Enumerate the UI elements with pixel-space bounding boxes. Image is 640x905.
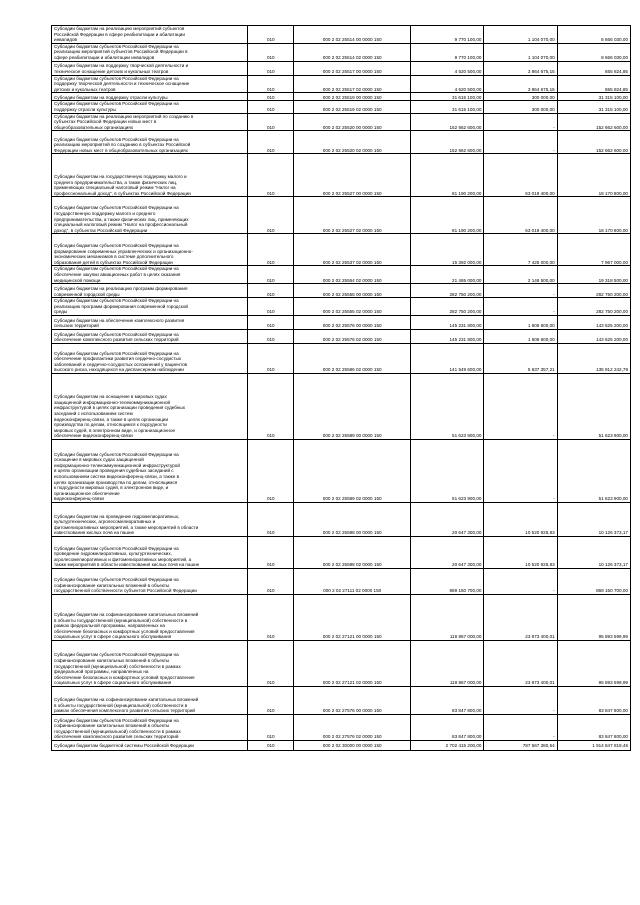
table-row [52,502,631,536]
table-row [52,93,631,101]
row-remaining-amount-cell: 152 662 600,00 [557,113,630,131]
row-classification-code-cell: 000 2 02 25520 00 0000 150 [294,113,411,131]
budget-table-sheet [51,25,631,751]
row-planned-amount-cell: 21 465 000,00 [411,266,484,284]
row-executed-amount-cell: 5 637 357,21 [484,343,557,373]
table-row [52,197,631,234]
row-planned-amount-cell: 83 847 800,00 [411,714,484,740]
row-name-cell: Субсидии бюджетам субъектов Российской Федерации на реализацию мероприятий субъектов Российской Федерации в сфере реабилитации и абилитации инвалидов [52,43,248,61]
row-name-cell: Субсидии бюджетам на государственную поддержку малого и среднего предпринимательства, а также физических лиц, применяющих специальный налоговый режим "Налог на профессиональный доход", в субъектах Российской Федерации [52,154,248,197]
row-admin-code-cell: 010 [248,502,294,536]
row-admin-code-cell: 010 [248,154,294,197]
row-executed-amount-cell: - [484,131,557,154]
row-remaining-amount-cell: 869 150 700,00 [557,568,630,594]
row-name-cell: Субсидии бюджетам субъектов Российской Федерации на софинансирование капитальных вложений в объекты государственной (муниципальной) собственности в рамках обеспечения комплексного развития сельских территорий [52,714,248,740]
row-executed-amount-cell: - [484,439,557,502]
row-classification-code-cell: 000 2 02 25589 02 0000 150 [294,439,411,502]
row-classification-code-cell: 000 2 02 25519 00 0000 150 [294,93,411,101]
row-admin-code-cell: 010 [248,113,294,131]
row-planned-amount-cell: 119 867 000,00 [411,640,484,686]
row-executed-amount-cell: - [484,568,557,594]
row-remaining-amount-cell: 10 126 373,17 [557,536,630,568]
row-remaining-amount-cell: 152 662 600,00 [557,131,630,154]
row-executed-amount-cell: - [484,113,557,131]
row-name-cell: Субсидии бюджетам субъектов Российской Федерации на государственную поддержку малого и среднего предпринимательства, а также физических лиц, применяющих специальный налоговый режим "Налог на профессиональный доход", в субъектах Российской Федерации [52,197,248,234]
row-executed-amount-cell: 63 019 400,00 [484,197,557,234]
row-admin-code-cell: 010 [248,26,294,44]
row-remaining-amount-cell: 655 824,85 [557,61,630,75]
row-classification-code-cell: 000 2 02 25554 02 0000 150 [294,266,411,284]
row-executed-amount-cell: 1 104 070,00 [484,26,557,44]
row-executed-amount-cell: - [484,714,557,740]
row-planned-amount-cell: 51 623 900,00 [411,439,484,502]
row-remaining-amount-cell: 51 623 900,00 [557,373,630,439]
row-remaining-amount-cell: 135 912 242,79 [557,343,630,373]
row-classification-code-cell: 000 2 02 27576 00 0000 150 [294,686,411,714]
row-admin-code-cell: 010 [248,373,294,439]
row-planned-amount-cell: 282 750 200,00 [411,298,484,316]
row-executed-amount-cell: - [484,686,557,714]
row-executed-amount-cell: 10 520 926,83 [484,502,557,536]
row-planned-amount-cell: 869 150 700,00 [411,568,484,594]
total-planned-amount-cell: 2 702 415 200,00 [411,740,484,750]
row-admin-code-cell: 010 [248,197,294,234]
row-name-cell: Субсидии бюджетам субъектов Российской Федерации на поддержку творческой деятельности и техническое оснащение детских и кукольных театров [52,75,248,93]
table-row [52,61,631,75]
row-admin-code-cell: 010 [248,101,294,113]
table-row [52,43,631,61]
table-row [52,113,631,131]
row-remaining-amount-cell: 95 893 599,99 [557,594,630,640]
row-remaining-amount-cell: 19 318 500,00 [557,266,630,284]
row-name-cell: Субсидии бюджетам субъектов Российской Федерации на софинансирование капитальных вложений в объекты государственной собственности субъектов Российской Федерации [52,568,248,594]
row-planned-amount-cell: 145 231 800,00 [411,329,484,343]
row-classification-code-cell: 000 2 02 25517 00 0000 150 [294,61,411,75]
row-name-cell: Субсидии бюджетам субъектов Российской Федерации на поддержку отрасли культуры [52,101,248,113]
row-remaining-amount-cell: 655 824,85 [557,75,630,93]
total-classification-code-cell: 000 2 02 30000 00 0000 150 [294,740,411,750]
total-admin-code-cell: 010 [248,740,294,750]
row-name-cell: Субсидии бюджетам на реализацию программ формирования современной городской среды [52,284,248,298]
table-row [52,373,631,439]
row-planned-amount-cell: 152 662 600,00 [411,131,484,154]
row-admin-code-cell: 010 [248,284,294,298]
row-name-cell: Субсидии бюджетам субъектов Российской Федерации на обеспечение закупки авиационных работ в целях оказания медицинской помощи [52,266,248,284]
row-planned-amount-cell: 9 770 100,00 [411,43,484,61]
table-row [52,343,631,373]
row-executed-amount-cell: 1 606 600,00 [484,329,557,343]
table-row [52,75,631,93]
row-executed-amount-cell: 1 606 600,00 [484,315,557,329]
row-name-cell: Субсидии бюджетам субъектов Российской Федерации на проведение гидромелиоративных, культуртехнических, агролесомелиоративных и фитомелиоративных мероприятий, а также мероприятий в области известкования кислых почв на пашне [52,536,248,568]
row-classification-code-cell: 000 2 02 27121 02 0000 150 [294,640,411,686]
row-classification-code-cell: 000 2 02 25514 00 0000 150 [294,26,411,44]
table-row [52,568,631,594]
row-classification-code-cell: 000 2 02 25598 02 0000 150 [294,536,411,568]
row-planned-amount-cell: 83 847 800,00 [411,686,484,714]
row-remaining-amount-cell: 18 170 800,00 [557,197,630,234]
table-body [52,26,631,751]
row-admin-code-cell: 010 [248,266,294,284]
table-row [52,686,631,714]
row-remaining-amount-cell: 31 315 100,00 [557,101,630,113]
row-classification-code-cell: 000 2 02 27121 00 0000 150 [294,594,411,640]
row-planned-amount-cell: 141 549 600,00 [411,343,484,373]
row-classification-code-cell: 000 2 02 25576 00 0000 150 [294,315,411,329]
row-remaining-amount-cell: 282 750 200,00 [557,284,630,298]
row-name-cell: Субсидии бюджетам на обеспечение комплексного развития сельских территорий [52,315,248,329]
row-executed-amount-cell: 300 000,00 [484,101,557,113]
table-row [52,315,631,329]
row-executed-amount-cell: 7 425 000,00 [484,234,557,266]
row-classification-code-cell: 000 2 02 25520 02 0000 150 [294,131,411,154]
row-classification-code-cell: 000 2 02 25555 00 0000 150 [294,284,411,298]
row-planned-amount-cell: 9 770 100,00 [411,26,484,44]
row-planned-amount-cell: 282 750 200,00 [411,284,484,298]
row-planned-amount-cell: 51 623 900,00 [411,373,484,439]
row-planned-amount-cell: 145 231 800,00 [411,315,484,329]
row-admin-code-cell: 010 [248,43,294,61]
row-name-cell: Субсидии бюджетам на оснащение в мировых судах защищенной информационно-телекоммуникационной инфраструктурой в целях организации проведения судебных заседаний с использованием систем видеоконференц-связи, а также в целях организации производства по делам, относящимся к подсудности мировых судей, в электронном виде, и организационное обеспечение видеоконференц-связи [52,373,248,439]
row-executed-amount-cell: 23 973 400,01 [484,640,557,686]
table-row [52,101,631,113]
row-remaining-amount-cell: 18 170 800,00 [557,154,630,197]
row-admin-code-cell: 010 [248,93,294,101]
row-admin-code-cell: 010 [248,594,294,640]
row-classification-code-cell: 000 2 02 25555 02 0000 150 [294,298,411,316]
row-executed-amount-cell: - [484,284,557,298]
row-remaining-amount-cell: 83 847 800,00 [557,714,630,740]
row-classification-code-cell: 000 2 02 25519 02 0000 150 [294,101,411,113]
row-planned-amount-cell: 4 520 500,00 [411,61,484,75]
row-planned-amount-cell: 20 647 300,00 [411,502,484,536]
table-row [52,714,631,740]
row-admin-code-cell: 010 [248,315,294,329]
row-classification-code-cell: 000 2 02 25598 00 0000 150 [294,502,411,536]
row-name-cell: Субсидии бюджетам субъектов Российской Федерации на оснащение в мировых судах защищенной информационно-телекоммуникационной инфраструктурой в целях организации проведения судебных заседаний с использованием систем видеоконференц-связи, а также в целях организации производства по делам, относящимся к подсудности мировых судей, в электронном виде, и организационное обеспечение видеоконференц-связи [52,439,248,502]
row-name-cell: Субсидии бюджетам субъектов Российской Федерации на реализацию мероприятий по созданию в субъектах Российской Федерации новых мест в общеобразовательных организациях [52,131,248,154]
row-admin-code-cell: 010 [248,75,294,93]
table-row [52,154,631,197]
table-row [52,594,631,640]
row-remaining-amount-cell: 143 625 200,00 [557,315,630,329]
row-name-cell: Субсидии бюджетам на поддержку творческой деятельности и техническое оснащение детских и кукольных театров [52,61,248,75]
row-admin-code-cell: 010 [248,536,294,568]
row-name-cell: Субсидии бюджетам на проведение гидромелиоративных, культуртехнических, агролесомелиоративных и фитомелиоративных мероприятий, а также мероприятий в области известкования кислых почв на пашне [52,502,248,536]
row-remaining-amount-cell: 10 126 373,17 [557,502,630,536]
budget-execution-table [51,25,631,751]
row-remaining-amount-cell: 8 666 030,00 [557,43,630,61]
row-remaining-amount-cell: 31 315 100,00 [557,93,630,101]
row-planned-amount-cell: 81 190 200,00 [411,154,484,197]
row-admin-code-cell: 010 [248,61,294,75]
total-executed-amount-cell: 787 567 380,54 [484,740,557,750]
row-name-cell: Субсидии бюджетам субъектов Российской Федерации на обеспечение профилактики развития сердечно-сосудистых заболеваний и сердечно-сосудистых осложнений у пациентов высокого риска, находящихся на диспансерном наблюдении [52,343,248,373]
row-executed-amount-cell: 3 864 675,15 [484,75,557,93]
row-classification-code-cell: 000 2 02 27111 02 0000 150 [294,568,411,594]
row-executed-amount-cell: - [484,373,557,439]
row-planned-amount-cell: 20 647 300,00 [411,536,484,568]
row-classification-code-cell: 000 2 02 25527 00 0000 150 [294,154,411,197]
row-admin-code-cell: 010 [248,439,294,502]
row-classification-code-cell: 000 2 02 27576 02 0000 150 [294,714,411,740]
row-executed-amount-cell: 10 520 926,83 [484,536,557,568]
total-name-cell: Субсидии бюджетам бюджетной системы Российской Федерации [52,740,248,750]
row-name-cell: Субсидии бюджетам на реализацию мероприятий субъектов Российской Федерации в сфере реабилитации и абилитации инвалидов [52,26,248,44]
table-row [52,536,631,568]
row-executed-amount-cell: 300 000,00 [484,93,557,101]
row-name-cell: Субсидии бюджетам на софинансирование капитальных вложений в объекты государственной (муниципальной) собственности в рамках обеспечения комплексного развития сельских территорий [52,686,248,714]
row-executed-amount-cell: 2 146 500,00 [484,266,557,284]
row-planned-amount-cell: 81 190 200,00 [411,197,484,234]
total-remaining-amount-cell: 1 914 847 819,46 [557,740,630,750]
row-name-cell: Субсидии бюджетам субъектов Российской Федерации на реализацию программ формирования современной городской среды [52,298,248,316]
row-admin-code-cell: 010 [248,298,294,316]
row-planned-amount-cell: 31 615 100,00 [411,93,484,101]
row-admin-code-cell: 010 [248,329,294,343]
row-classification-code-cell: 000 2 02 25514 02 0000 150 [294,43,411,61]
row-planned-amount-cell: 15 392 000,00 [411,234,484,266]
row-classification-code-cell: 000 2 02 25586 02 0000 150 [294,343,411,373]
row-classification-code-cell: 000 2 02 25576 02 0000 150 [294,329,411,343]
row-admin-code-cell: 010 [248,568,294,594]
row-executed-amount-cell: 3 864 675,15 [484,61,557,75]
table-row [52,439,631,502]
row-planned-amount-cell: 119 867 000,00 [411,594,484,640]
row-planned-amount-cell: 152 662 600,00 [411,113,484,131]
row-name-cell: Субсидии бюджетам субъектов Российской Федерации на обеспечение комплексного развития сельских территорий [52,329,248,343]
row-admin-code-cell: 010 [248,234,294,266]
row-admin-code-cell: 010 [248,343,294,373]
row-name-cell: Субсидии бюджетам на реализацию мероприятий по созданию в субъектах Российской Федерации новых мест в общеобразовательных организациях [52,113,248,131]
row-name-cell: Субсидии бюджетам субъектов Российской Федерации на софинансирование капитальных вложений в объекты государственной (муниципальной) собственности в рамках федеральной программы, направленных на обеспечение безопасных и комфортных условий предоставления социальных услуг в сфере социального обслуживания [52,640,248,686]
table-row [52,234,631,266]
table-row [52,298,631,316]
row-name-cell: Субсидии бюджетам на софинансирование капитальных вложений в объекты государственной (муниципальной) собственности в рамках федеральной программы, направленных на обеспечение безопасных и комфортных условий предоставления социальных услуг в сфере социального обслуживания [52,594,248,640]
row-admin-code-cell: 010 [248,640,294,686]
table-row [52,131,631,154]
table-row [52,26,631,44]
table-row [52,284,631,298]
row-admin-code-cell: 010 [248,714,294,740]
row-admin-code-cell: 010 [248,131,294,154]
row-remaining-amount-cell: 95 893 599,99 [557,640,630,686]
row-executed-amount-cell: 63 019 400,00 [484,154,557,197]
table-row [52,640,631,686]
row-remaining-amount-cell: 83 847 800,00 [557,686,630,714]
table-row [52,266,631,284]
row-planned-amount-cell: 4 520 500,00 [411,75,484,93]
row-remaining-amount-cell: 282 750 200,00 [557,298,630,316]
row-executed-amount-cell: - [484,298,557,316]
row-executed-amount-cell: 23 973 400,01 [484,594,557,640]
row-classification-code-cell: 000 2 02 25537 02 0000 150 [294,234,411,266]
row-classification-code-cell: 000 2 02 25527 02 0000 150 [294,197,411,234]
row-name-cell: Субсидии бюджетам на поддержку отрасли культуры [52,93,248,101]
row-classification-code-cell: 000 2 02 25589 00 0000 150 [294,373,411,439]
row-remaining-amount-cell: 7 967 000,00 [557,234,630,266]
total-row [52,740,631,750]
row-remaining-amount-cell: 8 666 030,00 [557,26,630,44]
row-planned-amount-cell: 31 615 100,00 [411,101,484,113]
row-remaining-amount-cell: 51 623 900,00 [557,439,630,502]
table-row [52,329,631,343]
row-remaining-amount-cell: 143 625 200,00 [557,329,630,343]
row-executed-amount-cell: 1 104 070,00 [484,43,557,61]
row-admin-code-cell: 010 [248,686,294,714]
row-name-cell: Субсидии бюджетам субъектов Российской Федерации на формирование современных управленческих и организационно- экономических механизмов в системе дополнительного образования детей в субъектах Российской Федерации [52,234,248,266]
row-classification-code-cell: 000 2 02 25517 02 0000 150 [294,75,411,93]
